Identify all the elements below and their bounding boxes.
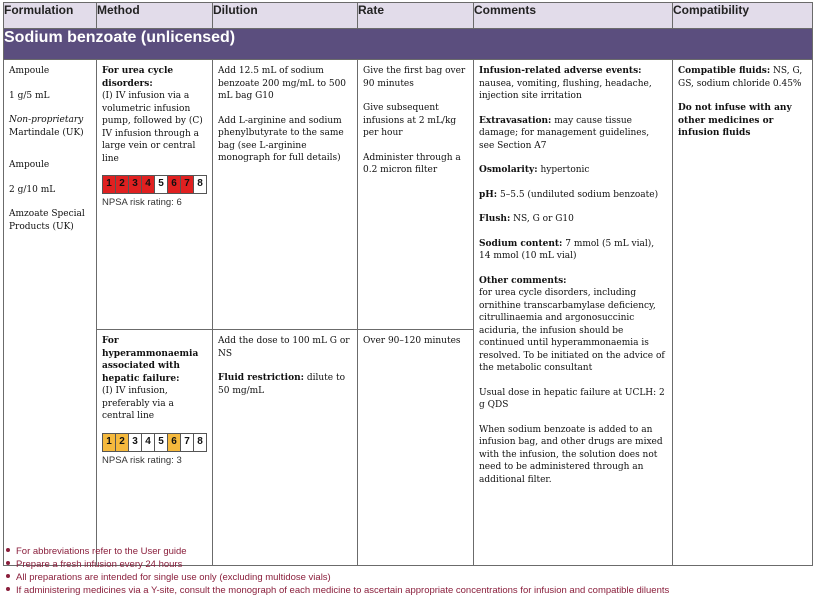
rate-cell-2 [358,330,474,566]
dilution-text-1b: Add L-arginine and sodium phenylbutyrate to the same bag (see L-arginine monograph for full details) [218,115,344,163]
risk-box: 5 [154,433,168,452]
compatible-fluids: Compatible fluids: NS, G, GS, sodium chloride 0.45% [678,66,803,89]
header-formulation: Formulation [4,3,97,29]
npsa-risk-rating-1: NPSA risk rating: 6 [102,197,182,208]
comment-adverse-events: Infusion-related adverse events: nausea, vomiting, flushing, headache, injection site irritation [479,66,652,101]
bullet-icon [6,561,10,565]
formulation-ampoule-1: Ampoule [9,66,50,76]
risk-box: 4 [141,433,155,452]
method-text-1: (I) IV infusion via a volumetric infusion pump, followed by (C) IV infusion through a large vein or central line [102,91,203,164]
footnote: For abbreviations refer to the User guide [3,545,812,558]
risk-box: 8 [193,175,207,194]
risk-box: 2 [115,175,129,194]
risk-box: 1 [102,433,116,452]
risk-box: 2 [115,433,129,452]
risk-box: 8 [193,433,207,452]
bullet-icon [6,587,10,591]
comments-cell [474,60,673,566]
rate-text-1b: Give subsequent infusions at 2 mL/kg per hour [363,103,457,138]
header-rate: Rate [358,3,474,29]
dilution-cell-2 [213,330,358,566]
comment-other: Other comments: for urea cycle disorders, including ornithine transcarbamylase deficiency, citrullinaemia and argonosuccinic aciduria, the infusion should be continued until hyperammonaemia is resolved. To be initiated on the advice of the metabolic consultant [479,275,665,373]
dilution-text-2b: Fluid restriction: dilute to 50 mg/mL [218,373,346,396]
rate-text-1a: Give the first bag over 90 minutes [363,66,466,89]
rate-cell-1 [358,60,474,330]
comment-extravasation: Extravasation: may cause tissue damage; for management guidelines, see Section A7 [479,115,650,151]
npsa-risk-rating-2: NPSA risk rating: 3 [102,454,182,466]
formulation-cell [4,60,97,566]
risk-box: 3 [128,433,142,452]
comment-sodium-content: Sodium content: 7 mmol (5 mL vial), 14 mmol (10 mL vial) [479,238,655,261]
dilution-text-2a: Add the dose to 100 mL G or NS [218,336,350,359]
method-cell-1 [97,60,213,330]
rate-text-1c: Administer through a 0.2 micron filter [363,152,461,175]
method-cell-2 [97,330,213,566]
formulation-strength-2: 2 g/10 mL [9,184,56,195]
monograph-table [3,2,813,566]
method-text-2: (I) IV infusion, preferably via a central line [102,386,174,421]
comment-filter: When sodium benzoate is added to an infusion bag, and other drugs are mixed with the infusion, the solution does not need to be administered through an additional filter. [479,424,663,485]
rate-text-2a: Over 90–120 minutes [363,336,461,346]
header-comments: Comments [474,3,673,29]
footnotes [3,545,812,597]
footnote: If administering medicines via a Y-site, consult the monograph of each medicine to ascertain appropriate concentrations for infusion and compatible diluents [3,584,812,597]
monograph-page [3,2,812,566]
row-urea-cycle [4,60,813,330]
formulation-source-italic: Non-proprietary [9,115,84,125]
risk-box: 3 [128,175,142,194]
dilution-cell-1 [213,60,358,330]
comment-usual-dose: Usual dose in hepatic failure at UCLH: 2 g QDS [479,387,665,410]
formulation-ampoule-2: Ampoule [9,160,50,170]
footnote: Prepare a fresh infusion every 24 hours [3,558,812,571]
header-compatibility: Compatibility [673,3,813,29]
compatibility-cell [673,60,813,566]
risk-box: 7 [180,175,194,194]
formulation-source-1: Martindale (UK) [9,127,84,138]
dilution-text-1a: Add 12.5 mL of sodium benzoate 200 mg/mL to 500 mL bag G10 [218,66,347,101]
comment-osmolarity: Osmolarity: hypertonic [479,165,590,175]
do-not-infuse: Do not infuse with any other medicines or infusion fluids [678,103,792,138]
header-method: Method [97,3,213,29]
formulation-source-2: Amzoate Special Products (UK) [9,209,85,232]
risk-box: 6 [167,433,181,452]
risk-box: 6 [167,175,181,194]
method-indication-1: For urea cycle disorders: [102,66,174,89]
comment-ph: pH: 5–5.5 (undiluted sodium benzoate) [479,189,659,200]
header-dilution: Dilution [213,3,358,29]
drug-title: Sodium benzoate (unlicensed) [4,29,813,60]
risk-box: 1 [102,175,116,194]
npsa-risk-boxes-2 [102,433,207,452]
bullet-icon [6,548,10,552]
risk-box: 7 [180,433,194,452]
risk-box: 5 [154,175,168,194]
footnote: All preparations are intended for single use only (excluding multidose vials) [3,571,812,584]
formulation-strength-1: 1 g/5 mL [9,90,50,101]
bullet-icon [6,574,10,578]
header-row [4,3,813,29]
method-indication-2: For hyperammonaemia associated with hepatic failure: [102,336,199,384]
risk-box: 4 [141,175,155,194]
npsa-risk-boxes-1 [102,175,207,194]
comment-flush: Flush: NS, G or G10 [479,214,574,224]
